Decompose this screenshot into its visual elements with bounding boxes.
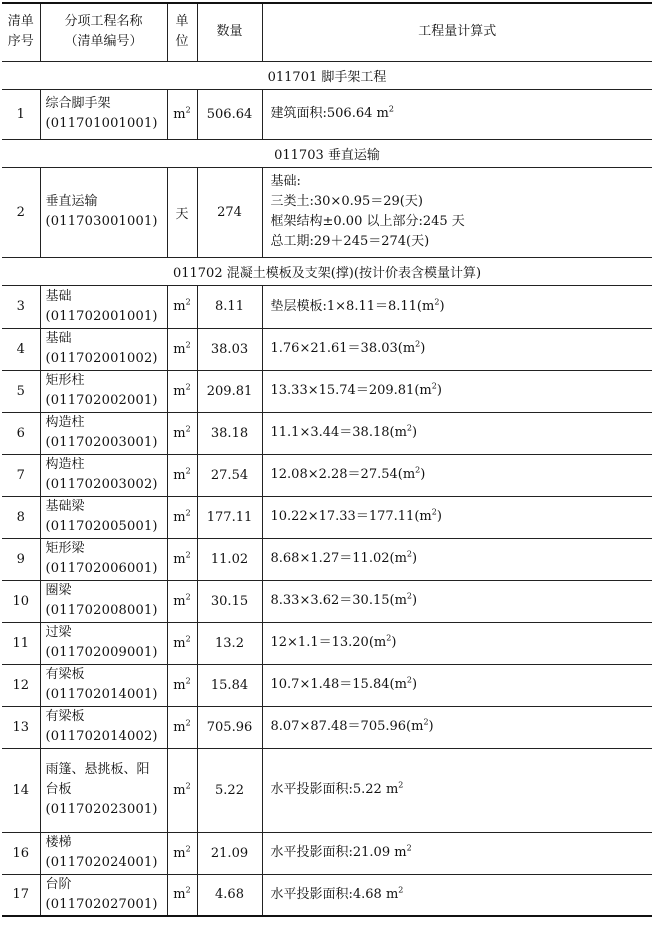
quantity-sheet — [2, 2, 652, 917]
row-seq: 3 — [2, 285, 40, 328]
row-seq: 17 — [2, 874, 40, 916]
item-name: 圈梁 — [45, 583, 72, 598]
row-seq: 5 — [2, 370, 40, 412]
table-row — [2, 412, 652, 454]
row-unit: $m^2$ — [167, 874, 197, 916]
table-row — [2, 496, 652, 538]
row-unit: $m^2$ — [167, 454, 197, 496]
row-seq: 14 — [2, 748, 40, 832]
row-unit: $m^2$ — [167, 496, 197, 538]
row-qty: 38.03 — [197, 328, 262, 370]
formula-line: $8.68\times 1.27=11.02(m^2)$ — [270, 549, 418, 566]
row-name — [40, 328, 167, 370]
table-row — [2, 538, 652, 580]
header-seq: 清单 序号 — [2, 3, 40, 61]
formula-line: 水平投影面积:5.22 $m^2$ — [270, 780, 404, 797]
item-name: 台板 — [45, 782, 72, 797]
table-body — [2, 61, 652, 916]
formula-line: $8.33\times 3.62=30.15(m^2)$ — [270, 591, 418, 608]
section-title: 011703 垂直运输 — [2, 139, 652, 167]
row-seq: 10 — [2, 580, 40, 622]
row-formula — [262, 370, 652, 412]
formula-line: 总工期:29＋245＝274(天) — [270, 234, 430, 249]
table-row — [2, 622, 652, 664]
row-formula — [262, 580, 652, 622]
section-row — [2, 61, 652, 89]
table-row — [2, 167, 652, 257]
row-name — [40, 874, 167, 916]
row-unit: $m^2$ — [167, 370, 197, 412]
row-qty: 705.96 — [197, 706, 262, 748]
item-name: 基础 — [45, 288, 72, 304]
row-qty: 11.02 — [197, 538, 262, 580]
row-formula — [262, 89, 652, 139]
row-formula — [262, 622, 652, 664]
formula-line: $11.1\times 3.44=38.18(m^2)$ — [270, 423, 418, 440]
row-unit: $m^2$ — [167, 538, 197, 580]
item-name: 台阶 — [45, 876, 72, 892]
table-row — [2, 580, 652, 622]
item-code: (011702005001) — [45, 519, 158, 534]
item-code: (011702023001) — [45, 802, 158, 817]
table-row — [2, 874, 652, 916]
section-title: 011702 混凝土模板及支架(撑)(按计价表含模量计算) — [2, 257, 652, 285]
formula-line: 水平投影面积:4.68 $m^2$ — [270, 885, 404, 902]
item-code: (011703001001) — [45, 214, 158, 229]
table-row — [2, 748, 652, 832]
header-row — [2, 3, 652, 61]
header-qty: 数量 — [197, 3, 262, 61]
row-name — [40, 285, 167, 328]
section-row — [2, 139, 652, 167]
row-qty: 274 — [197, 167, 262, 257]
row-seq: 1 — [2, 89, 40, 139]
header-unit: 单 位 — [167, 3, 197, 61]
row-qty: 4.68 — [197, 874, 262, 916]
item-name: 矩形柱 — [45, 373, 85, 388]
table-row — [2, 285, 652, 328]
row-qty: 177.11 — [197, 496, 262, 538]
item-code: (011702003002) — [45, 477, 158, 492]
row-name — [40, 706, 167, 748]
table-row — [2, 370, 652, 412]
table-row — [2, 706, 652, 748]
quantity-table — [2, 2, 652, 917]
item-name: 综合脚手架 — [45, 96, 111, 111]
item-code: (011702014001) — [45, 687, 158, 702]
item-code: (011702008001) — [45, 603, 158, 618]
row-formula — [262, 167, 652, 257]
row-seq: 8 — [2, 496, 40, 538]
row-formula — [262, 664, 652, 706]
formula-line: $10.22\times 17.33=177.11(m^2)$ — [270, 507, 442, 524]
item-name: 矩形梁 — [45, 541, 85, 556]
row-seq: 2 — [2, 167, 40, 257]
row-unit: $m^2$ — [167, 412, 197, 454]
formula-line: $8.07\times 87.48=705.96(m^2)$ — [270, 717, 434, 734]
item-code: (011702001002) — [45, 351, 158, 366]
row-name — [40, 748, 167, 832]
row-unit: $m^2$ — [167, 328, 197, 370]
item-name: 垂直运输 — [45, 194, 98, 209]
row-formula — [262, 706, 652, 748]
section-title: 011701 脚手架工程 — [2, 61, 652, 89]
item-name: 楼梯 — [45, 835, 72, 850]
header-name: 分项工程名称 （清单编号） — [40, 3, 167, 61]
item-code: (011702024001) — [45, 855, 158, 870]
row-formula — [262, 328, 652, 370]
formula-line: $13.33\times 15.74=209.81(m^2)$ — [270, 381, 442, 398]
row-seq: 6 — [2, 412, 40, 454]
row-unit: 天 — [167, 167, 197, 257]
table-row — [2, 454, 652, 496]
row-unit: $m^2$ — [167, 622, 197, 664]
row-name — [40, 496, 167, 538]
formula-line: 建筑面积:506.64 $m^2$ — [270, 104, 394, 121]
row-formula — [262, 454, 652, 496]
formula-line: $10.7\times 1.48=15.84(m^2)$ — [270, 675, 418, 692]
row-seq: 12 — [2, 664, 40, 706]
item-name: 构造柱 — [45, 457, 85, 472]
row-name — [40, 832, 167, 874]
row-name — [40, 664, 167, 706]
item-name: 过梁 — [45, 625, 72, 640]
item-name: 构造柱 — [45, 415, 85, 430]
formula-line: $12\times 1.1=13.20(m^2)$ — [270, 633, 397, 650]
row-name — [40, 622, 167, 664]
item-name: 有梁板 — [45, 709, 85, 724]
row-name — [40, 538, 167, 580]
table-row — [2, 664, 652, 706]
item-code: (011702001001) — [45, 308, 158, 324]
row-unit: $m^2$ — [167, 580, 197, 622]
table-row — [2, 832, 652, 874]
item-code: (011702027001) — [45, 896, 158, 912]
row-name — [40, 454, 167, 496]
formula-line: 框架结构±0.00 以上部分:245 天 — [270, 214, 465, 229]
row-seq: 7 — [2, 454, 40, 496]
item-code: (011702014002) — [45, 729, 158, 744]
item-name: 基础梁 — [45, 499, 85, 514]
row-formula — [262, 412, 652, 454]
item-name: 基础 — [45, 331, 72, 346]
row-qty: 27.54 — [197, 454, 262, 496]
row-seq: 11 — [2, 622, 40, 664]
item-code: (011701001001) — [45, 116, 158, 131]
row-formula — [262, 748, 652, 832]
row-formula — [262, 538, 652, 580]
table-row — [2, 89, 652, 139]
row-formula — [262, 874, 652, 916]
row-unit: $m^2$ — [167, 89, 197, 139]
header-formula: 工程量计算式 — [262, 3, 652, 61]
formula-line: 基础: — [270, 174, 301, 189]
row-qty: 38.18 — [197, 412, 262, 454]
row-name — [40, 580, 167, 622]
row-qty: 5.22 — [197, 748, 262, 832]
row-name — [40, 370, 167, 412]
formula-line: 水平投影面积:21.09 $m^2$ — [270, 843, 412, 860]
row-qty: 209.81 — [197, 370, 262, 412]
row-qty: 15.84 — [197, 664, 262, 706]
row-qty: 8.11 — [197, 285, 262, 328]
row-seq: 9 — [2, 538, 40, 580]
row-name — [40, 89, 167, 139]
row-unit: $m^2$ — [167, 706, 197, 748]
row-formula — [262, 496, 652, 538]
item-name: 雨篷、悬挑板、阳 — [45, 762, 150, 777]
item-code: (011702003001) — [45, 435, 158, 450]
row-unit: $m^2$ — [167, 664, 197, 706]
item-code: (011702006001) — [45, 561, 158, 576]
row-seq: 13 — [2, 706, 40, 748]
row-seq: 4 — [2, 328, 40, 370]
row-qty: 21.09 — [197, 832, 262, 874]
formula-line: $1.76\times 21.61=38.03(m^2)$ — [270, 339, 426, 356]
row-name — [40, 167, 167, 257]
section-row — [2, 257, 652, 285]
item-name: 有梁板 — [45, 667, 85, 682]
formula-line: $12.08\times 2.28=27.54(m^2)$ — [270, 465, 426, 482]
row-unit: $m^2$ — [167, 832, 197, 874]
item-code: (011702009001) — [45, 645, 158, 660]
row-qty: 506.64 — [197, 89, 262, 139]
row-name — [40, 412, 167, 454]
row-qty: 30.15 — [197, 580, 262, 622]
row-unit: $m^2$ — [167, 748, 197, 832]
formula-line: 垫层模板$:1\times 8.11=8.11(m^2)$ — [270, 297, 445, 314]
row-seq: 16 — [2, 832, 40, 874]
table-row — [2, 328, 652, 370]
row-formula — [262, 832, 652, 874]
row-qty: 13.2 — [197, 622, 262, 664]
row-unit: $m^2$ — [167, 285, 197, 328]
item-code: (011702002001) — [45, 393, 158, 408]
formula-line: 三类土:30×0.95＝29(天) — [270, 194, 423, 209]
row-formula — [262, 285, 652, 328]
